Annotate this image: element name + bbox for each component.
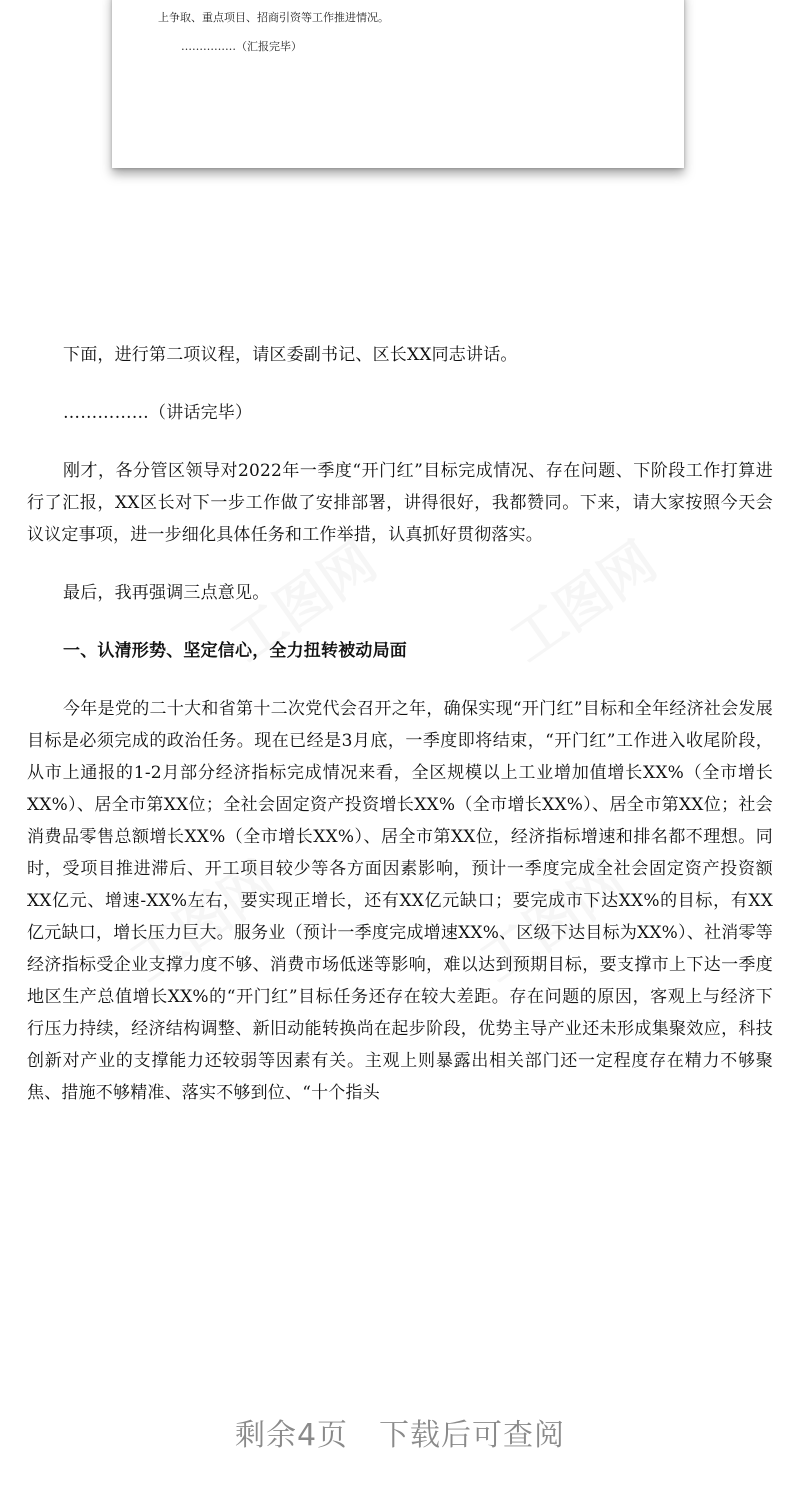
paragraph-speech-end: ……………（讲话完毕） xyxy=(63,403,253,423)
document-preview-card xyxy=(112,0,684,168)
paragraph-summary: 刚才，各分管区领导对2022年一季度“开门红”目标完成情况、存在问题、下阶段工作打算进行了汇报，XX区长对下一步工作做了安排部署，讲得很好，我都赞同。下来，请大家按照今天会议议定事项，进一步细化具体任务和工作举措，认真抓好贯彻落实。 xyxy=(27,461,773,545)
preview-text-line: 上争取、重点项目、招商引资等工作推进情况。 xyxy=(158,11,389,24)
paragraph-agenda: 下面，进行第二项议程，请区委副书记、区长XX同志讲话。 xyxy=(63,345,518,365)
paragraph-three-points: 最后，我再强调三点意见。 xyxy=(63,583,270,603)
paragraph-situation: 今年是党的二十大和省第十二次党代会召开之年，确保实现“开门红”目标和全年经济社会发展目标是必须完成的政治任务。现在已经是3月底，一季度即将结束，“开门红”工作进入收尾阶段，从市上通报的1-2月部分经济指标完成情况来看，全区规模以上工业增加值增长XX%（全市增长XX%）、居全市第XX位；全社会固定资产投资增长XX%（全市增长XX%）、居全市第XX位；社会消费品零售总额增长XX%（全市增长XX%）、居全市第XX位，经济指标增速和排名都不理想。同时，受项目推进滞后、开工项目较少等各方面因素影响，预计一季度完成全社会固定资产投资额XX亿元、增速-XX%左右，要实现正增长，还有XX亿元缺口；要完成市下达XX%的目标，有XX亿元缺口，增长压力巨大。服务业（预计一季度完成增速XX%、区级下达目标为XX%）、社消零等经济指标受企业支撑力度不够、消费市场低迷等影响，难以达到预期目标，要支撑市上下达一季度地区生产总值增长XX%的“开门红”目标任务还存在较大差距。存在问题的原因，客观上与经济下行压力持续，经济结构调整、新旧动能转换尚在起步阶段，优势主导产业还未形成集聚效应，科技创新对产业的支撑能力还较弱等因素有关。主观上则暴露出相关部门还一定程度存在精力不够聚焦、措施不够精准、落实不够到位、“十个指头 xyxy=(27,699,773,1103)
preview-report-end-line: ……………（汇报完毕） xyxy=(181,40,302,53)
remaining-pages-notice[interactable]: 剩余4页 下载后可查阅 xyxy=(234,1418,566,1453)
section-heading-1: 一、认清形势、坚定信心，全力扭转被动局面 xyxy=(63,641,407,661)
document-body xyxy=(27,339,773,1109)
